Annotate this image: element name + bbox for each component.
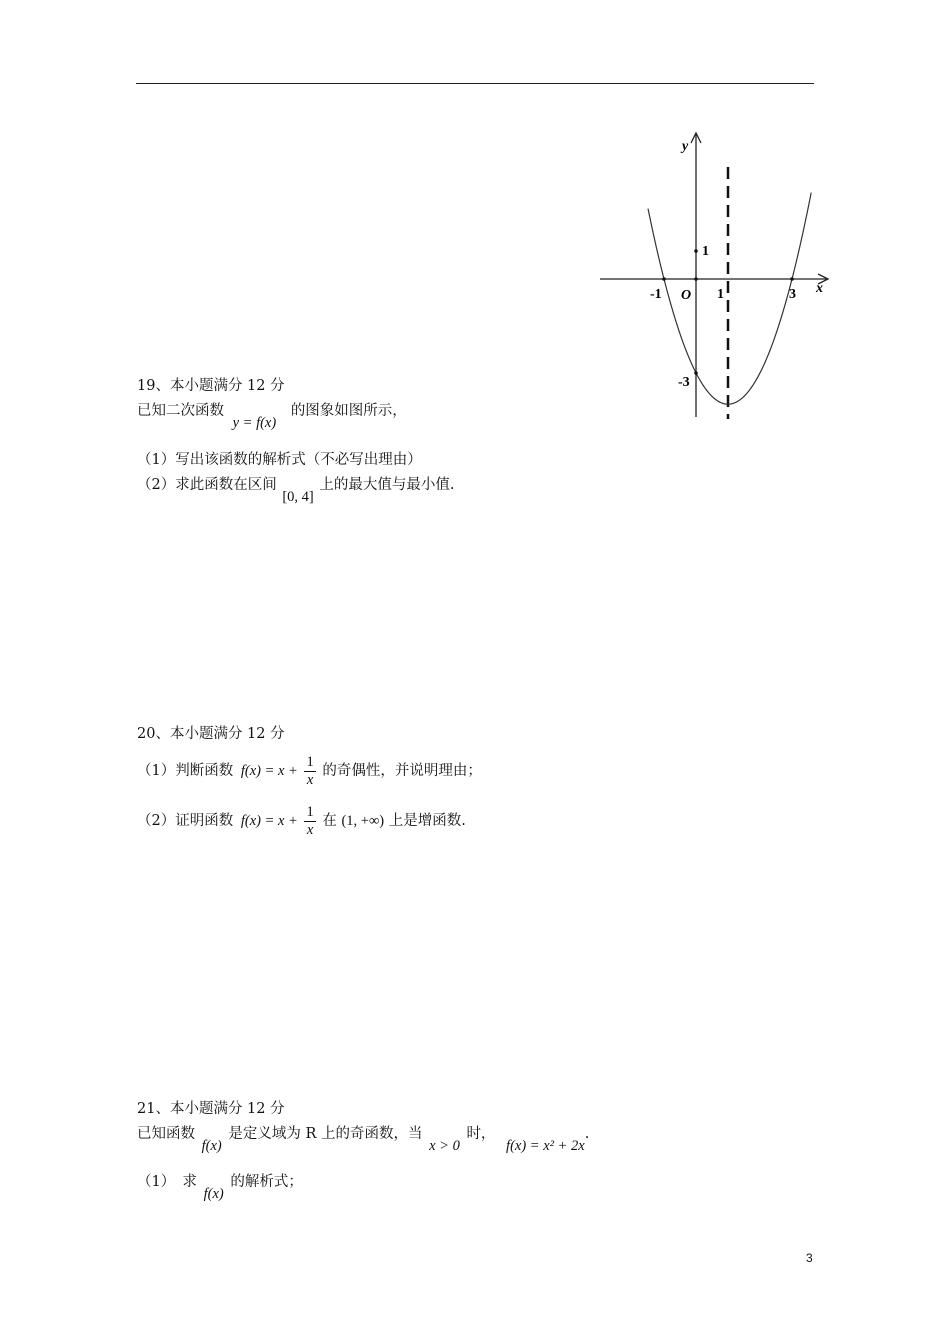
page-number: 3 bbox=[806, 1251, 813, 1265]
q20-part2-interval: (1, +∞) bbox=[341, 813, 385, 829]
q19-intro bbox=[137, 401, 407, 431]
point-origin bbox=[694, 277, 698, 281]
q20-part1 bbox=[137, 752, 482, 790]
point-root-neg1 bbox=[662, 277, 666, 281]
parabola-curve bbox=[648, 193, 811, 405]
tick-label-1-y: 1 bbox=[702, 244, 709, 259]
q21-intro-mid: 是定义域为 R 上的奇函数，当 bbox=[228, 1126, 423, 1142]
q19-intro-math: y = f(x) bbox=[232, 415, 277, 431]
q21-part1-prefix: （1） 求 bbox=[137, 1174, 197, 1190]
tick-label-neg1: -1 bbox=[650, 287, 662, 302]
q21-part1-math: f(x) bbox=[203, 1186, 224, 1202]
origin-label: O bbox=[681, 288, 692, 303]
q21-heading: 21、本小题满分 12 分 bbox=[137, 1101, 285, 1117]
q19-part2-prefix: （2）求此函数在区间 bbox=[137, 477, 277, 493]
q21-intro-math1: f(x) bbox=[201, 1138, 222, 1154]
q19-intro-prefix: 已知二次函数 bbox=[137, 403, 224, 419]
q21-intro-math3: f(x) = x² + 2x bbox=[506, 1138, 585, 1154]
q19-part2 bbox=[137, 475, 455, 505]
q21-intro-math2: x > 0 bbox=[429, 1138, 460, 1154]
q19-intro-suffix: 的图象如图所示， bbox=[290, 403, 407, 419]
q19-part2-math: [0, 4] bbox=[282, 489, 314, 505]
x-axis-label: x bbox=[816, 281, 823, 296]
q20-part1-prefix: （1）判断函数 bbox=[137, 763, 234, 779]
point-root-3 bbox=[790, 277, 794, 281]
q21-intro bbox=[137, 1124, 590, 1154]
q20-part2-frac-num: 1 bbox=[306, 803, 314, 820]
q20-part1-fraction bbox=[304, 754, 315, 789]
y-axis-label: y bbox=[682, 139, 689, 154]
q19-heading: 19、本小题满分 12 分 bbox=[137, 378, 285, 394]
q21-part1 bbox=[137, 1172, 303, 1202]
q20-part2-frac-den: x bbox=[306, 821, 314, 838]
q20-part2-prefix: （2）证明函数 bbox=[137, 813, 234, 829]
q20-part1-frac-num: 1 bbox=[306, 753, 314, 770]
q20-heading: 20、本小题满分 12 分 bbox=[137, 726, 285, 742]
tick-label-neg3: -3 bbox=[678, 375, 690, 390]
point-y-neg3 bbox=[694, 371, 698, 375]
tick-label-3: 3 bbox=[789, 287, 796, 302]
q20-part1-math: f(x) = x + bbox=[240, 763, 298, 779]
q21-part1-suffix: 的解析式； bbox=[230, 1174, 303, 1190]
q20-part2-mid: 在 bbox=[322, 813, 337, 829]
q20-part2-suffix: 上是增函数. bbox=[388, 813, 466, 829]
q21-intro-prefix: 已知函数 bbox=[137, 1126, 195, 1142]
q19-part1: （1）写出该函数的解析式（不必写出理由） bbox=[137, 452, 422, 468]
parabola-graph bbox=[590, 125, 840, 425]
q20-part1-frac-den: x bbox=[306, 771, 314, 788]
tick-label-1-x: 1 bbox=[717, 287, 724, 302]
q20-part1-suffix: 的奇偶性，并说明理由； bbox=[322, 763, 482, 779]
q21-intro-end: . bbox=[584, 1126, 590, 1142]
q21-intro-mid2: 时， bbox=[466, 1126, 496, 1142]
q19-part2-suffix: 上的最大值与最小值. bbox=[319, 477, 455, 493]
q20-part2-fraction bbox=[304, 804, 315, 839]
q20-part2 bbox=[137, 802, 466, 840]
point-y1 bbox=[694, 249, 698, 253]
q20-part2-math: f(x) = x + bbox=[240, 813, 298, 829]
header-rule bbox=[136, 83, 814, 84]
